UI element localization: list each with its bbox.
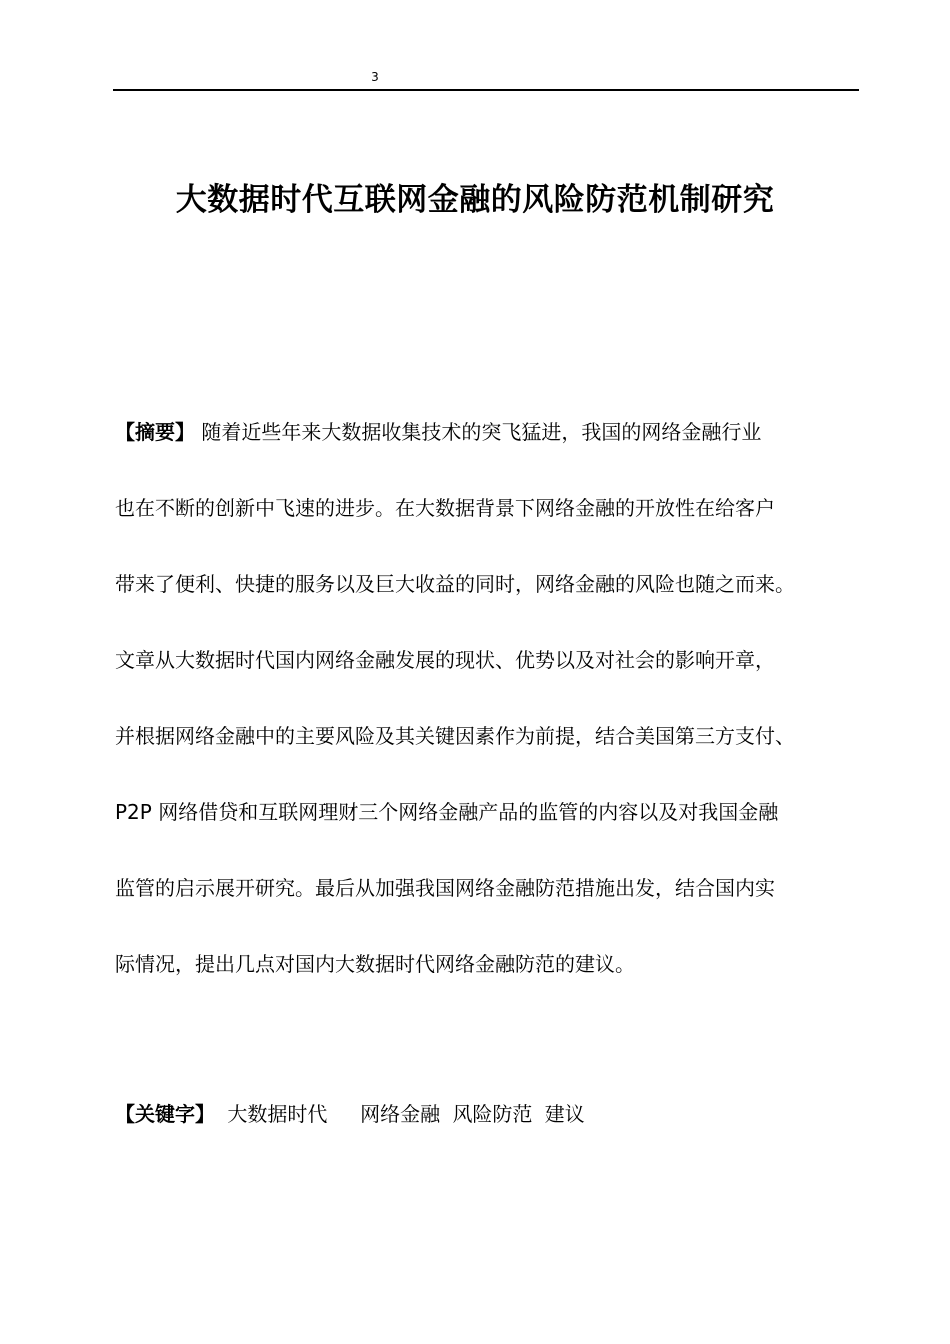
abstract-text-1: 随着近些年来大数据收集技术的突飞猛进，我国的网络金融行业 — [201, 420, 762, 444]
abstract-line-3: 带来了便利、快捷的服务以及巨大收益的同时，网络金融的风险也随之而来。 — [115, 572, 795, 596]
keywords-section — [115, 1094, 855, 1134]
abstract-section — [115, 412, 875, 1020]
document-title: 大数据时代互联网金融的风险防范机制研究 — [175, 182, 775, 218]
keyword-item: 建议 — [544, 1102, 585, 1126]
abstract-line-7: 监管的启示展开研究。最后从加强我国网络金融防范措施出发，结合国内实 — [115, 876, 775, 900]
abstract-line-4: 文章从大数据时代国内网络金融发展的现状、优势以及对社会的影响开章， — [115, 648, 775, 672]
abstract-line-6: P2P 网络借贷和互联网理财三个网络金融产品的监管的内容以及对我国金融 — [115, 800, 779, 824]
abstract-line-1 — [115, 412, 875, 488]
abstract-label: 【摘要】 — [115, 420, 195, 444]
keyword-item: 风险防范 — [452, 1102, 533, 1126]
abstract-line-2: 也在不断的创新中飞速的进步。在大数据背景下网络金融的开放性在给客户 — [115, 496, 775, 520]
keywords-label: 【关键字】 — [115, 1102, 215, 1126]
header-rule — [113, 89, 859, 91]
abstract-line-5: 并根据网络金融中的主要风险及其关键因素作为前提，结合美国第三方支付、 — [115, 724, 795, 748]
keyword-item: 网络金融 — [360, 1102, 441, 1126]
keyword-item: 大数据时代 — [227, 1102, 328, 1126]
page-number: 3 — [371, 70, 379, 84]
abstract-line-8: 际情况，提出几点对国内大数据时代网络金融防范的建议。 — [115, 952, 635, 976]
